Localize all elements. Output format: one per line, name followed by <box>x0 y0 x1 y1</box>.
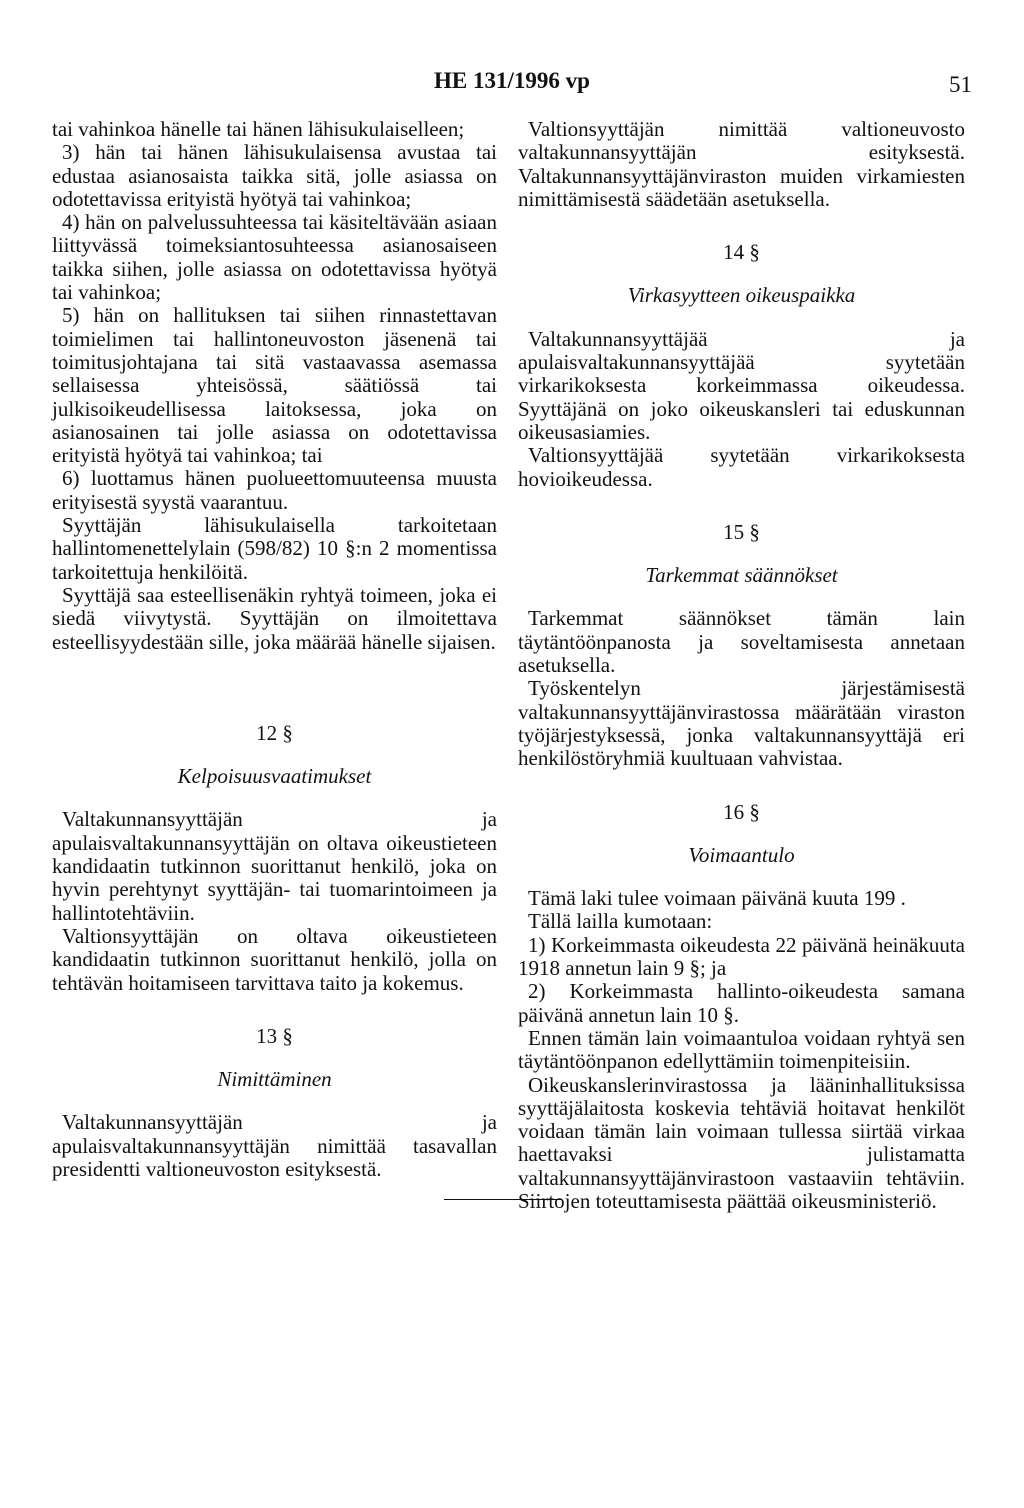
section-title: Tarkemmat säännökset <box>645 563 838 588</box>
right-column <box>518 118 965 1213</box>
left-column <box>52 118 497 1181</box>
paragraph: tai vahinkoa hänelle tai hänen lähisukulaiselleen; <box>52 117 465 141</box>
paragraph: 2) Korkeimmasta hallinto-oikeudesta samana päivänä annetun lain 10 §. <box>518 979 965 1027</box>
section-title: Kelpoisuusvaatimukset <box>177 764 372 789</box>
paragraph: Valtakunnansyyttäjän ja apulaisvaltakunnansyyttäjän on oltava oikeustieteen kandidaatin tutkinnon suorittanut henkilö, joka on hyvin perehtynyt syyttäjän- tai tuomarintoimeen ja hallintotehtäviin. <box>52 807 497 925</box>
paragraph: Syyttäjä saa esteellisenäkin ryhtyä toimeen, joka ei siedä viivytystä. Syyttäjän on ilmoitettava esteellisyydestään sille, joka määrää hänelle sijaisen. <box>52 582 497 654</box>
paragraph: 5) hän on hallituksen tai siihen rinnastettavan toimielimen tai hallintoneuvoston jäsenenä tai toimitusjohtajana tai sitä vastaavassa asemassa sellaisessa yhteisössä, säätiössä tai julkisoikeudellisessa laitoksessa, joka on asianosainen tai jolle asiassa on odotettavissa erityistä hyötyä tai vahinkoa; tai <box>52 303 497 468</box>
paragraph: Oikeuskanslerinvirastossa ja lääninhallituksissa syyttäjälaitosta koskevia tehtäviä hoitavat henkilöt voidaan tämän lain voimaan tullessa siirtää virkaa haettavaksi julistamatta valtakunnansyyttäjänvirastoon vastaaviin tehtäviin. Siirtojen toteuttamisesta päättää oikeusministeriö. <box>518 1072 965 1213</box>
section-number: 12 § <box>256 720 293 745</box>
section-number: 15 § <box>723 519 760 544</box>
page-number: 51 <box>949 72 972 97</box>
section-number: 16 § <box>723 799 760 824</box>
paragraph: Tarkemmat säännökset tämän lain täytäntöönpanosta ja soveltamisesta annetaan asetuksella. <box>518 606 965 678</box>
section-title: Nimittäminen <box>217 1067 332 1092</box>
paragraph: Ennen tämän lain voimaantuloa voidaan ryhtyä sen täytäntöönpanon edellyttämiin toimenpiteisiin. <box>518 1025 965 1074</box>
section-title: Voimaantulo <box>688 842 795 867</box>
section-number: 14 § <box>723 240 760 265</box>
paragraph: Valtakunnansyyttäjää ja apulaisvaltakunnansyyttäjää syytetään virkarikoksesta korkeimmassa oikeudessa. Syyttäjänä on joko oikeuskansleri tai eduskunnan oikeusasiamies. <box>518 326 965 444</box>
paragraph: Valtionsyyttäjää syytetään virkarikoksesta hovioikeudessa. <box>518 443 965 491</box>
end-rule <box>444 1199 562 1200</box>
paragraph: Valtionsyyttäjän nimittää valtioneuvosto valtakunnansyyttäjän esityksestä. Valtakunnansyyttäjänviraston muiden virkamiesten nimittämisestä säädetään asetuksella. <box>518 117 965 211</box>
section-title: Virkasyytteen oikeuspaikka <box>627 283 856 308</box>
paragraph: Työskentelyn järjestämisestä valtakunnansyyttäjänvirastossa määrätään viraston työjärjestyksessä, jonka valtakunnansyyttäjä eri henkilöstöryhmiä kuultuaan vahvistaa. <box>518 676 965 771</box>
paragraph: Tämä laki tulee voimaan päivänä kuuta 199 . <box>528 886 906 911</box>
paragraph: 3) hän tai hänen lähisukulaisensa avustaa tai edustaa asianosaista taikka sitä, jolle asiassa on odotettavissa erityistä hyötyä tai vahinkoa; <box>52 140 497 211</box>
paragraph: 4) hän on palvelussuhteessa tai käsiteltävään asiaan liittyvässä toimeksiantosuhteessa asianosaiseen taikka siihen, jolle asiassa on odotettavissa hyötyä tai vahinkoa; <box>52 210 497 305</box>
paragraph: Valtionsyyttäjän on oltava oikeustieteen kandidaatin tutkinnon suorittanut henkilö, jolla on tehtävän hoitamiseen tarvittava taito ja kokemus. <box>52 923 497 995</box>
paragraph: Valtakunnansyyttäjän ja apulaisvaltakunnansyyttäjän nimittää tasavallan presidentti valtioneuvoston esityksestä. <box>52 1110 497 1181</box>
section-number: 13 § <box>256 1023 293 1048</box>
document-title: HE 131/1996 vp <box>434 68 590 93</box>
paragraph: 1) Korkeimmasta oikeudesta 22 päivänä heinäkuuta 1918 annetun lain 9 §; ja <box>518 932 965 981</box>
page-header <box>0 68 1024 98</box>
paragraph: Tällä lailla kumotaan: <box>528 909 713 934</box>
paragraph: 6) luottamus hänen puolueettomuuteensa muusta erityisestä syystä vaarantuu. <box>52 466 497 514</box>
paragraph: Syyttäjän lähisukulaisella tarkoitetaan hallintomenettelylain (598/82) 10 §:n 2 momentissa tarkoitettuja henkilöitä. <box>52 513 497 584</box>
